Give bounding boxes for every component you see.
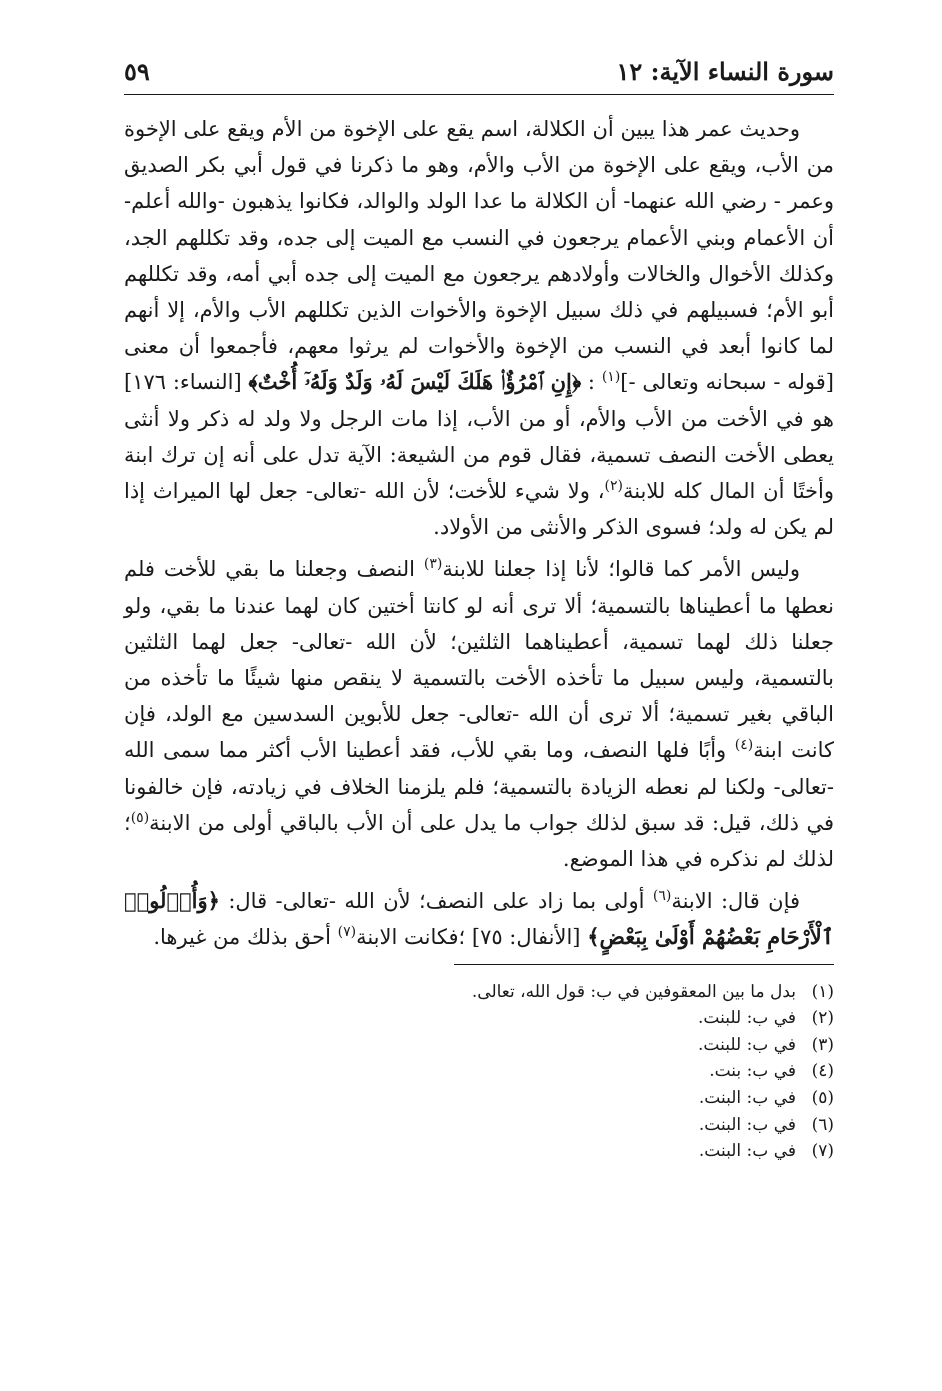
running-header bbox=[124, 50, 834, 95]
footnote-ref-1: (١) bbox=[601, 369, 621, 386]
footnotes bbox=[124, 979, 834, 1165]
footnote-ref-3: (٣) bbox=[423, 556, 443, 573]
footnote-item: (٢) في ب: للبنت. bbox=[698, 1008, 834, 1029]
surah-title: سورة النساء الآية: ١٢ bbox=[616, 57, 834, 86]
paragraph-3: فإن قال: الابنة$^{(٦)}$ أولى بما زاد على النصف؛ لأن الله -تعالى- قال: ﴿وَأُو۟لُوا۟ ٱلْأَرْحَامِ بَعْضُهُمْ أَوْلَىٰ بِبَعْضٍ﴾ [الأنفال: ٧٥] ؛فكانت الابنة$^{(٧)}$ أحق بذلك من غيرها. bbox=[124, 888, 834, 950]
footnote-item: (٧) في ب: البنت. bbox=[698, 1141, 834, 1162]
footnote-ref-6: (٦) bbox=[652, 888, 672, 905]
page-number: ٥٩ bbox=[124, 57, 150, 86]
footnote-item: (٥) في ب: البنت. bbox=[698, 1088, 834, 1109]
footnote-ref-7: (٧) bbox=[337, 924, 357, 941]
book-page bbox=[124, 50, 834, 1165]
footnote-ref-2: (٢) bbox=[604, 478, 623, 495]
quran-verse-anfal-75: ﴿وَأُو۟لُوا۟ ٱلْأَرْحَامِ بَعْضُهُمْ أَوْلَىٰ بِبَعْضٍ﴾ bbox=[124, 888, 834, 950]
paragraph-1: وحديث عمر هذا يبين أن الكلالة، اسم يقع على الإخوة من الأم ويقع على الإخوة من الأب، ويقع على الإخوة من الأب والأم، وهو ما ذكرنا في قول أبي بكر الصديق وعمر - رضي الله عنهما- أن الكلالة ما عدا الولد والوالد، فكانوا يذهبون -والله أعلم- أن الأعمام وبني الأعمام يرجعون في النسب مع الميت إلى جده، وقد تكللهم الجد، وكذلك الأخوال والخالات وأولادهم يرجعون مع الميت إلى جده أبي أمه، وقد تكللهم أبو الأم؛ فسبيلهم في ذلك سبيل الإخوة والأخوات الذين تكللهم الأب والأم، إلا أنهم لما كانوا أبعد في النسب من الإخوة والأخوات لم يرثوا معهم، فأجمعوا أن معنى [قوله - سبحانه وتعالى -]$^{(١)}$ : ﴿إِنِ ٱمْرُؤٌا۟ هَلَكَ لَيْسَ لَهُۥ وَلَدٌ وَلَهُۥٓ أُخْتٌ﴾ [النساء: ١٧٦] هو في الأخت من الأب والأم، أو من الأب، إذا مات الرجل ولا ولد له ذكر ولا أنثى يعطى الأخت النصف تسمية، فقال قوم من الشيعة: الآية تدل على أنه إن ترك ابنة وأختًا أن المال كله للابنة$^{(٢)}$، ولا شيء للأخت؛ لأن الله -تعالى- جعل لها الميراث إذا لم يكن له ولد؛ فسوى الذكر والأنثى من الأولاد. bbox=[124, 117, 834, 540]
footnote-item: (١) بدل ما بين المعقوفين في ب: قول الله، تعالى. bbox=[471, 981, 834, 1002]
footnote-ref-4: (٤) bbox=[734, 737, 754, 754]
main-text bbox=[124, 111, 834, 956]
footnote-ref-5: (٥) bbox=[130, 809, 150, 826]
footnote-item: (٤) في ب: بنت. bbox=[709, 1061, 834, 1082]
paragraph-2: وليس الأمر كما قالوا؛ لأنا إذا جعلنا للابنة$^{(٣)}$ النصف وجعلنا ما بقي للأخت فلم نعطها ما أعطيناها بالتسمية؛ ألا ترى أنه لو كانتا أختين كان لهما عندنا ما بقي، ولو جعلنا ذلك لهما تسمية، أعطيناهما الثلثين؛ لأن الله -تعالى- جعل لهما الثلثين بالتسمية، وليس سبيل ما تأخذه الأخت بالتسمية لا ينقص منها شيئًا ما تأخذه من الباقي بغير تسمية؛ ألا ترى أن الله -تعالى- جعل للأبوين السدسين مع الولد، فإن كانت ابنة$^{(٤)}$ وأبًا فلها النصف، وما بقي للأب، فقد أعطينا الأب أكثر مما سمى الله -تعالى- ولكنا لم نعطه الزيادة بالتسمية؛ فلم يلزمنا الخلاف في زيادته، فإن خالفونا في ذلك، قيل: قد سبق لذلك جواب ما يدل على أن الأب بالباقي أولى من الابنة$^{(٥)}$؛ لذلك لم نذكره في هذا الموضع. bbox=[124, 556, 835, 872]
quran-verse-nisa-176: ﴿إِنِ ٱمْرُؤٌا۟ هَلَكَ لَيْسَ لَهُۥ وَلَدٌ وَلَهُۥٓ أُخْتٌ﴾ bbox=[248, 369, 582, 395]
footnote-divider bbox=[454, 964, 834, 965]
footnote-item: (٦) في ب: البنت. bbox=[698, 1114, 834, 1135]
footnote-item: (٣) في ب: للبنت. bbox=[698, 1034, 834, 1055]
